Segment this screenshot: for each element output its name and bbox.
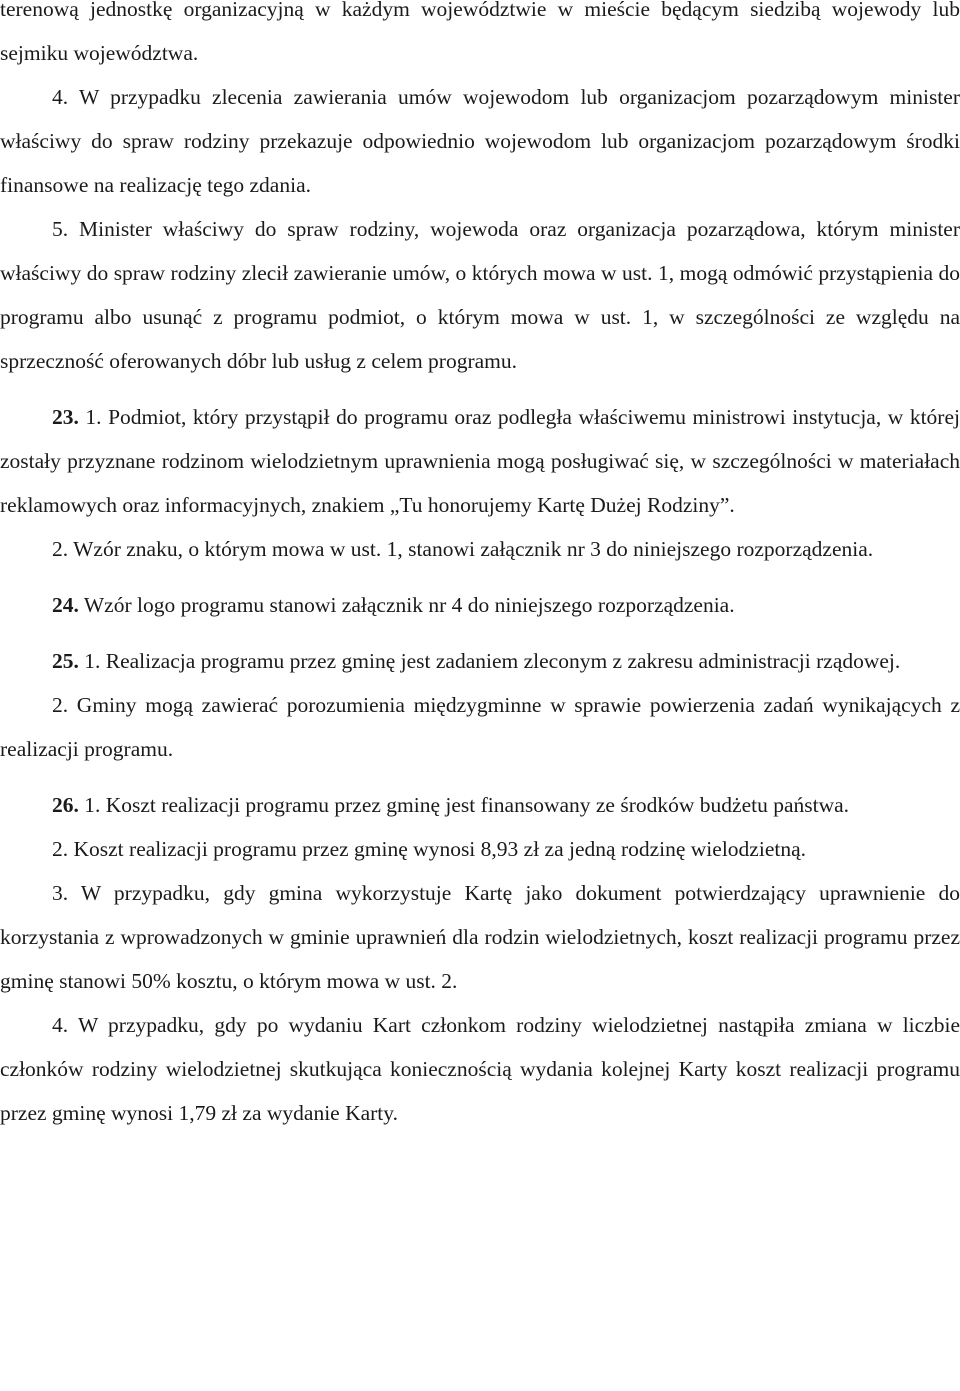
paragraph-text: 1. Realizacja programu przez gminę jest zadaniem zleconym z zakresu administracji rządowej.	[78, 649, 901, 673]
paragraph-continuation: terenową jednostkę organizacyjną w każdym województwie w mieście będącym siedzibą wojewody lub sejmiku województwa.	[0, 0, 960, 65]
section-number: 24.	[52, 593, 79, 617]
paragraph-23-2: 2. Wzór znaku, o którym mowa w ust. 1, stanowi załącznik nr 3 do niniejszego rozporządzenia.	[52, 537, 874, 561]
paragraph-26-2: 2. Koszt realizacji programu przez gminę wynosi 8,93 zł za jedną rodzinę wielodzietną.	[52, 837, 807, 861]
paragraph-25-1	[0, 639, 960, 683]
section-number: 26.	[52, 793, 79, 817]
paragraph-23-1	[0, 395, 960, 527]
section-number: 23.	[52, 405, 79, 429]
paragraph-26-4: 4. W przypadku, gdy po wydaniu Kart członkom rodziny wielodzietnej nastąpiła zmiana w liczbie członków rodziny wielodzietnej skutkująca koniecznością wydania kolejnej Karty koszt realizacji programu przez gminę wynosi 1,79 zł za wydanie Karty.	[0, 1013, 960, 1125]
paragraph-25-2: 2. Gminy mogą zawierać porozumienia międzygminne w sprawie powierzenia zadań wynikających z realizacji programu.	[0, 693, 960, 761]
paragraph-text: 1. Podmiot, który przystąpił do programu oraz podległa właściwemu ministrowi instytucja, w której zostały przyznane rodzinom wielodzietnym uprawnienia mogą posługiwać się, w szczególności w materiałach reklamowych oraz informacyjnych, znakiem „Tu honorujemy Kartę Dużej Rodziny”.	[0, 405, 960, 517]
paragraph-text: Wzór logo programu stanowi załącznik nr 4 do niniejszego rozporządzenia.	[78, 593, 735, 617]
paragraph-22-5: 5. Minister właściwy do spraw rodziny, wojewoda oraz organizacja pozarządowa, którym minister właściwy do spraw rodziny zlecił zawieranie umów, o których mowa w ust. 1, mogą odmówić przystąpienia do programu albo usunąć z programu podmiot, o którym mowa w ust. 1, w szczególności ze względu na sprzeczność oferowanych dóbr lub usług z celem programu.	[0, 217, 960, 373]
paragraph-text: 1. Koszt realizacji programu przez gminę jest finansowany ze środków budżetu państwa.	[78, 793, 850, 817]
paragraph-26-3: 3. W przypadku, gdy gmina wykorzystuje Kartę jako dokument potwierdzający uprawnienie do korzystania z wprowadzonych w gminie uprawnień dla rodzin wielodzietnych, koszt realizacji programu przez gminę stanowi 50% kosztu, o którym mowa w ust. 2.	[0, 881, 960, 993]
paragraph-26-1	[0, 783, 960, 827]
paragraph-24	[0, 583, 960, 627]
section-number: 25.	[52, 649, 79, 673]
paragraph-22-4: 4. W przypadku zlecenia zawierania umów wojewodom lub organizacjom pozarządowym minister właściwy do spraw rodziny przekazuje odpowiednio wojewodom lub organizacjom pozarządowym środki finansowe na realizację tego zdania.	[0, 85, 960, 197]
